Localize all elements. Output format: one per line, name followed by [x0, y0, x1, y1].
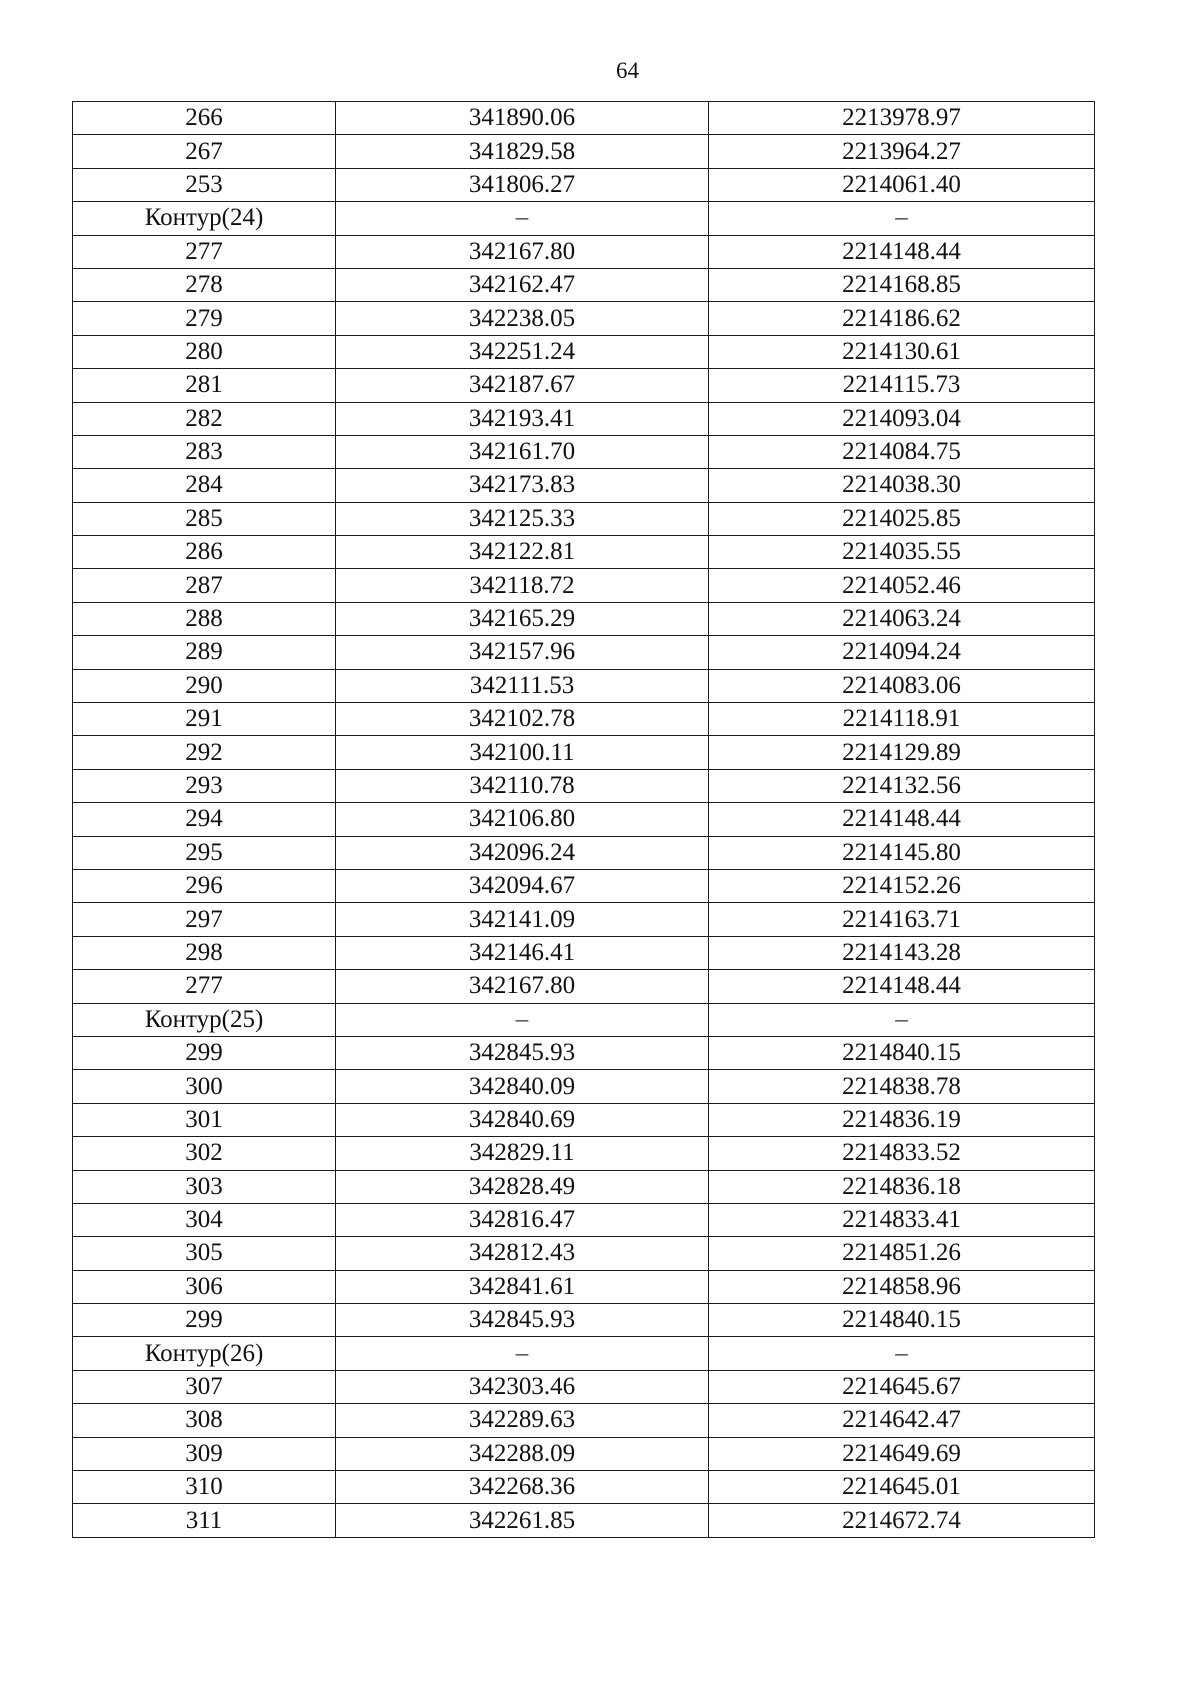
point-number-cell: 311 [73, 1504, 336, 1537]
y-coordinate-cell: 2214083.06 [709, 669, 1095, 702]
point-number-cell: Контур(25) [73, 1003, 336, 1036]
table-row [73, 1404, 1095, 1437]
point-number-cell: 292 [73, 736, 336, 769]
contour-header-row [73, 202, 1095, 235]
table-row [73, 769, 1095, 802]
table-row [73, 435, 1095, 468]
x-coordinate-cell: 342840.09 [336, 1070, 709, 1103]
point-number-cell: 288 [73, 602, 336, 635]
point-number-cell: 310 [73, 1471, 336, 1504]
point-number-cell: 289 [73, 636, 336, 669]
point-number-cell: 309 [73, 1437, 336, 1470]
x-coordinate-cell: 342122.81 [336, 536, 709, 569]
table-row [73, 970, 1095, 1003]
x-coordinate-cell: 342187.67 [336, 369, 709, 402]
y-coordinate-cell: 2214649.69 [709, 1437, 1095, 1470]
point-number-cell: 299 [73, 1304, 336, 1337]
point-number-cell: 253 [73, 168, 336, 201]
x-coordinate-cell: 342261.85 [336, 1504, 709, 1537]
table-row [73, 502, 1095, 535]
point-number-cell: 278 [73, 268, 336, 301]
point-number-cell: 307 [73, 1370, 336, 1403]
x-coordinate-cell: 342828.49 [336, 1170, 709, 1203]
y-coordinate-cell: 2214025.85 [709, 502, 1095, 535]
contour-header-row [73, 1337, 1095, 1370]
table-row [73, 1471, 1095, 1504]
table-row [73, 903, 1095, 936]
x-coordinate-cell: 342303.46 [336, 1370, 709, 1403]
point-number-cell: 299 [73, 1036, 336, 1069]
x-coordinate-cell: 342288.09 [336, 1437, 709, 1470]
y-coordinate-cell: 2213978.97 [709, 102, 1095, 135]
y-coordinate-cell: 2214129.89 [709, 736, 1095, 769]
point-number-cell: 290 [73, 669, 336, 702]
coordinates-table [72, 101, 1095, 1538]
point-number-cell: 267 [73, 135, 336, 168]
x-coordinate-cell: 342845.93 [336, 1304, 709, 1337]
x-coordinate-cell: 342157.96 [336, 636, 709, 669]
x-coordinate-cell: 342193.41 [336, 402, 709, 435]
y-coordinate-cell: 2214858.96 [709, 1270, 1095, 1303]
table-row [73, 1370, 1095, 1403]
table-row [73, 736, 1095, 769]
table-row [73, 302, 1095, 335]
y-coordinate-cell: 2214130.61 [709, 335, 1095, 368]
point-number-cell: 304 [73, 1203, 336, 1236]
x-coordinate-cell: 342094.67 [336, 869, 709, 902]
y-coordinate-cell: 2214168.85 [709, 268, 1095, 301]
x-coordinate-cell: 341890.06 [336, 102, 709, 135]
x-coordinate-cell: 342238.05 [336, 302, 709, 335]
point-number-cell: 301 [73, 1103, 336, 1136]
table-row [73, 636, 1095, 669]
y-coordinate-cell: 2214163.71 [709, 903, 1095, 936]
x-coordinate-cell: 342167.80 [336, 235, 709, 268]
y-coordinate-cell: – [709, 1003, 1095, 1036]
point-number-cell: Контур(26) [73, 1337, 336, 1370]
y-coordinate-cell: 2214833.41 [709, 1203, 1095, 1236]
point-number-cell: 302 [73, 1137, 336, 1170]
point-number-cell: 284 [73, 469, 336, 502]
table-row [73, 869, 1095, 902]
x-coordinate-cell: 342840.69 [336, 1103, 709, 1136]
x-coordinate-cell: – [336, 1337, 709, 1370]
x-coordinate-cell: 342268.36 [336, 1471, 709, 1504]
y-coordinate-cell: 2214148.44 [709, 803, 1095, 836]
y-coordinate-cell: – [709, 202, 1095, 235]
point-number-cell: 296 [73, 869, 336, 902]
y-coordinate-cell: 2214152.26 [709, 869, 1095, 902]
point-number-cell: 280 [73, 335, 336, 368]
y-coordinate-cell: 2214186.62 [709, 302, 1095, 335]
y-coordinate-cell: 2214038.30 [709, 469, 1095, 502]
table-row [73, 1504, 1095, 1537]
point-number-cell: 306 [73, 1270, 336, 1303]
x-coordinate-cell: 342816.47 [336, 1203, 709, 1236]
table-row [73, 335, 1095, 368]
point-number-cell: 308 [73, 1404, 336, 1437]
x-coordinate-cell: 342102.78 [336, 703, 709, 736]
table-row [73, 1237, 1095, 1270]
point-number-cell: 295 [73, 836, 336, 869]
table-row [73, 1170, 1095, 1203]
y-coordinate-cell: 2214093.04 [709, 402, 1095, 435]
table-row [73, 703, 1095, 736]
table-row [73, 536, 1095, 569]
point-number-cell: 297 [73, 903, 336, 936]
x-coordinate-cell: 342173.83 [336, 469, 709, 502]
y-coordinate-cell: 2214052.46 [709, 569, 1095, 602]
point-number-cell: 305 [73, 1237, 336, 1270]
y-coordinate-cell: 2214833.52 [709, 1137, 1095, 1170]
y-coordinate-cell: – [709, 1337, 1095, 1370]
table-row [73, 268, 1095, 301]
point-number-cell: 266 [73, 102, 336, 135]
y-coordinate-cell: 2214836.18 [709, 1170, 1095, 1203]
y-coordinate-cell: 2214148.44 [709, 235, 1095, 268]
point-number-cell: 300 [73, 1070, 336, 1103]
x-coordinate-cell: 342125.33 [336, 502, 709, 535]
y-coordinate-cell: 2214035.55 [709, 536, 1095, 569]
y-coordinate-cell: 2214851.26 [709, 1237, 1095, 1270]
y-coordinate-cell: 2214118.91 [709, 703, 1095, 736]
table-row [73, 669, 1095, 702]
x-coordinate-cell: – [336, 1003, 709, 1036]
table-row [73, 569, 1095, 602]
point-number-cell: 286 [73, 536, 336, 569]
x-coordinate-cell: 342845.93 [336, 1036, 709, 1069]
x-coordinate-cell: 342110.78 [336, 769, 709, 802]
y-coordinate-cell: 2214132.56 [709, 769, 1095, 802]
point-number-cell: 282 [73, 402, 336, 435]
y-coordinate-cell: 2214642.47 [709, 1404, 1095, 1437]
y-coordinate-cell: 2214148.44 [709, 970, 1095, 1003]
x-coordinate-cell: 342146.41 [336, 936, 709, 969]
point-number-cell: Контур(24) [73, 202, 336, 235]
point-number-cell: 303 [73, 1170, 336, 1203]
contour-header-row [73, 1003, 1095, 1036]
x-coordinate-cell: 342167.80 [336, 970, 709, 1003]
x-coordinate-cell: 342096.24 [336, 836, 709, 869]
x-coordinate-cell: 342829.11 [336, 1137, 709, 1170]
y-coordinate-cell: 2214063.24 [709, 602, 1095, 635]
x-coordinate-cell: 342141.09 [336, 903, 709, 936]
x-coordinate-cell: 341829.58 [336, 135, 709, 168]
point-number-cell: 293 [73, 769, 336, 802]
x-coordinate-cell: 342841.61 [336, 1270, 709, 1303]
table-row [73, 602, 1095, 635]
table-row [73, 469, 1095, 502]
page-number: 64 [616, 58, 639, 83]
x-coordinate-cell: 341806.27 [336, 168, 709, 201]
y-coordinate-cell: 2214840.15 [709, 1304, 1095, 1337]
point-number-cell: 277 [73, 235, 336, 268]
table-row [73, 402, 1095, 435]
point-number-cell: 298 [73, 936, 336, 969]
x-coordinate-cell: 342251.24 [336, 335, 709, 368]
point-number-cell: 277 [73, 970, 336, 1003]
table-row [73, 803, 1095, 836]
table-row [73, 1103, 1095, 1136]
x-coordinate-cell: 342100.11 [336, 736, 709, 769]
coordinates-table-body [73, 102, 1095, 1538]
x-coordinate-cell: – [336, 202, 709, 235]
y-coordinate-cell: 2214115.73 [709, 369, 1095, 402]
x-coordinate-cell: 342111.53 [336, 669, 709, 702]
point-number-cell: 294 [73, 803, 336, 836]
table-row [73, 1036, 1095, 1069]
x-coordinate-cell: 342161.70 [336, 435, 709, 468]
point-number-cell: 291 [73, 703, 336, 736]
point-number-cell: 285 [73, 502, 336, 535]
table-row [73, 1270, 1095, 1303]
x-coordinate-cell: 342162.47 [336, 268, 709, 301]
table-row [73, 235, 1095, 268]
y-coordinate-cell: 2214094.24 [709, 636, 1095, 669]
y-coordinate-cell: 2214838.78 [709, 1070, 1095, 1103]
x-coordinate-cell: 342289.63 [336, 1404, 709, 1437]
table-row [73, 369, 1095, 402]
table-row [73, 102, 1095, 135]
x-coordinate-cell: 342106.80 [336, 803, 709, 836]
table-row [73, 836, 1095, 869]
y-coordinate-cell: 2214645.01 [709, 1471, 1095, 1504]
table-row [73, 1203, 1095, 1236]
y-coordinate-cell: 2214061.40 [709, 168, 1095, 201]
y-coordinate-cell: 2214645.67 [709, 1370, 1095, 1403]
y-coordinate-cell: 2214836.19 [709, 1103, 1095, 1136]
point-number-cell: 283 [73, 435, 336, 468]
y-coordinate-cell: 2214840.15 [709, 1036, 1095, 1069]
x-coordinate-cell: 342812.43 [336, 1237, 709, 1270]
x-coordinate-cell: 342165.29 [336, 602, 709, 635]
table-row [73, 168, 1095, 201]
y-coordinate-cell: 2214143.28 [709, 936, 1095, 969]
table-row [73, 936, 1095, 969]
point-number-cell: 279 [73, 302, 336, 335]
table-row [73, 1137, 1095, 1170]
x-coordinate-cell: 342118.72 [336, 569, 709, 602]
point-number-cell: 281 [73, 369, 336, 402]
table-row [73, 1304, 1095, 1337]
table-row [73, 1437, 1095, 1470]
y-coordinate-cell: 2214145.80 [709, 836, 1095, 869]
y-coordinate-cell: 2214084.75 [709, 435, 1095, 468]
y-coordinate-cell: 2213964.27 [709, 135, 1095, 168]
table-row [73, 135, 1095, 168]
y-coordinate-cell: 2214672.74 [709, 1504, 1095, 1537]
point-number-cell: 287 [73, 569, 336, 602]
table-row [73, 1070, 1095, 1103]
